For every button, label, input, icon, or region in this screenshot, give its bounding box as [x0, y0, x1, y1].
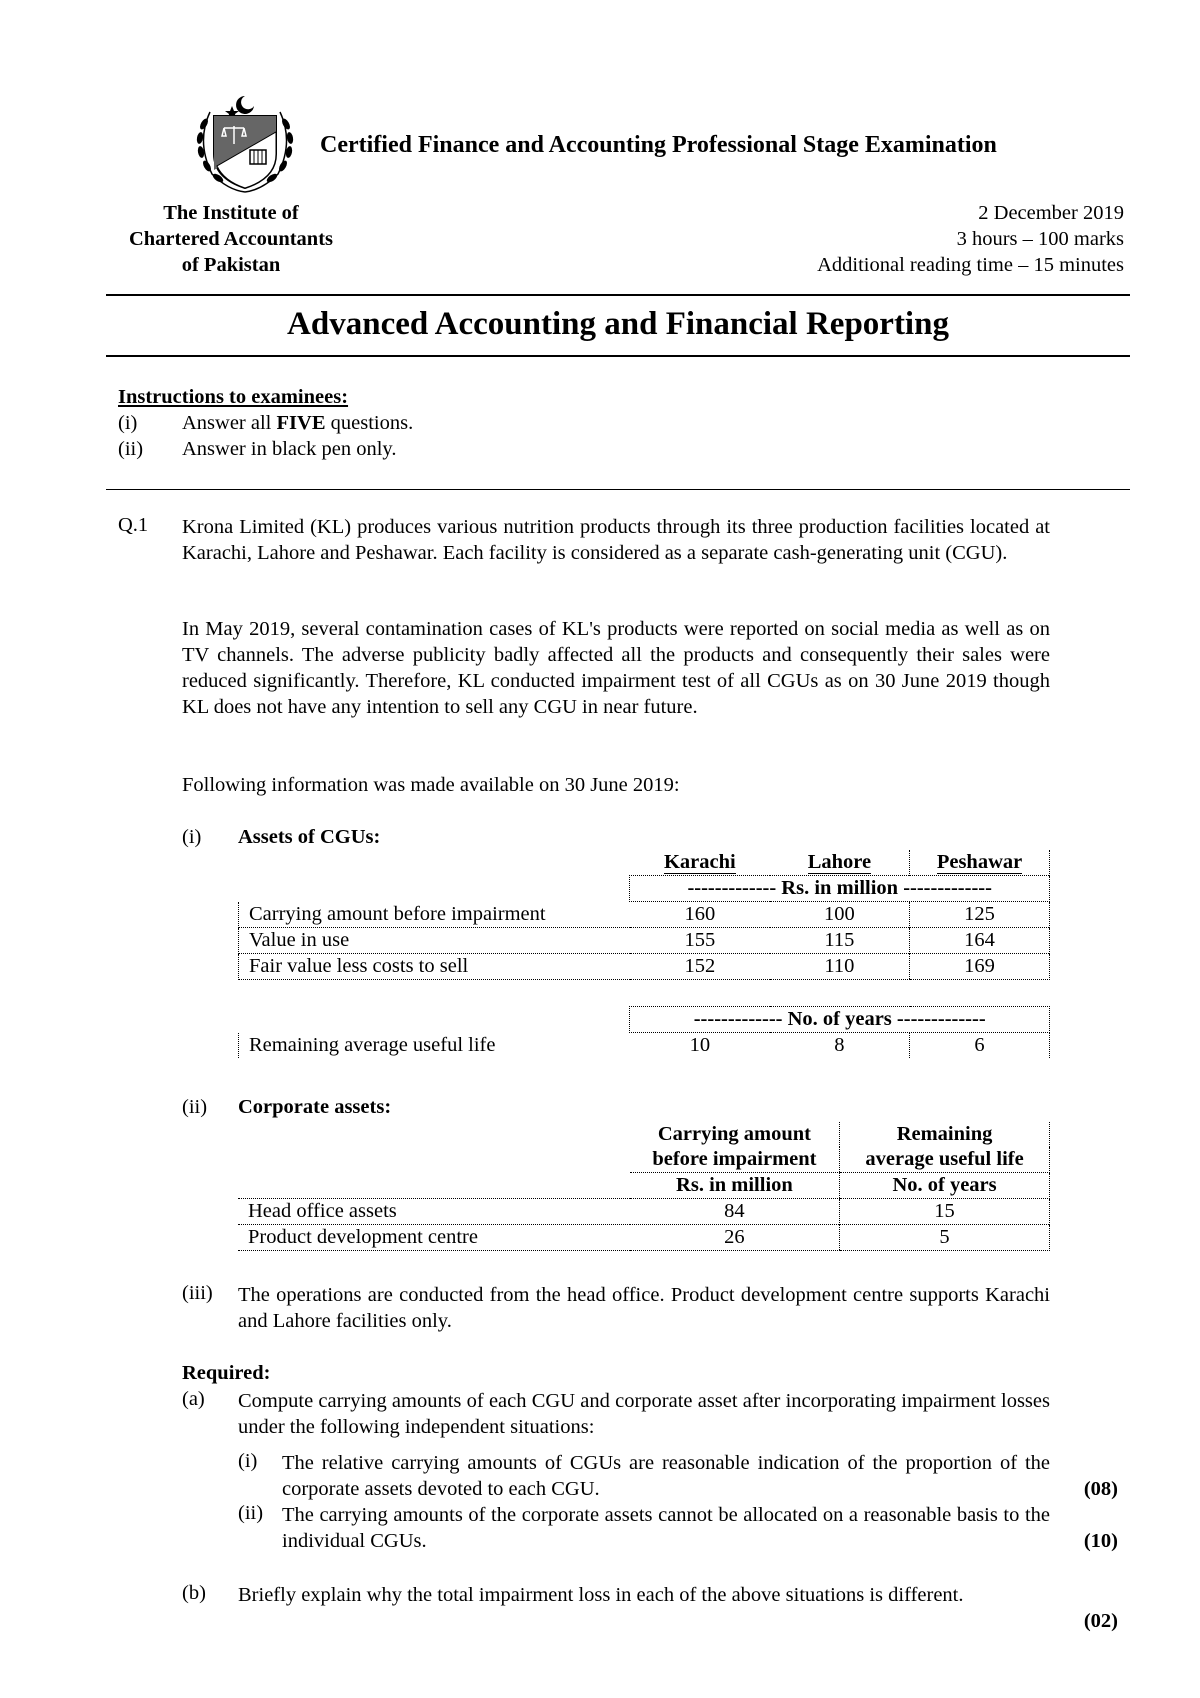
institute-name	[106, 200, 356, 278]
column-header: Carrying amount	[657, 1123, 811, 1145]
marks: (02)	[1083, 1610, 1118, 1632]
part-text: Briefly explain why the total impairment loss in each of the above situations is different.	[238, 1584, 964, 1606]
divider	[106, 489, 1130, 490]
column-header: Karachi	[663, 851, 736, 873]
table-cell: 164	[910, 928, 1050, 954]
table-cell: 84	[724, 1200, 745, 1222]
subpart-text: The relative carrying amounts of CGUs are reasonable indication of the proportion of the corporate assets devoted to each CGU.	[282, 1452, 1050, 1500]
subpart-number: (ii)	[238, 1502, 264, 1524]
marks: (10)	[1083, 1530, 1118, 1552]
instruction-num: (i)	[118, 412, 138, 434]
reading-time: Additional reading time – 15 minutes	[817, 254, 1124, 276]
table-row-label: Product development centre	[238, 1225, 630, 1251]
marks: (08)	[1083, 1478, 1118, 1500]
table-row-label: Fair value less costs to sell	[239, 954, 630, 980]
section-title: Corporate assets:	[238, 1096, 392, 1118]
table-cell: 125	[910, 902, 1050, 928]
table-cell: 10	[689, 1034, 711, 1056]
icap-crest-icon	[188, 92, 302, 196]
table-cell: 160	[684, 903, 716, 925]
exam-details	[817, 200, 1124, 278]
table-cell: 15	[840, 1199, 1050, 1225]
section-number: (ii)	[182, 1096, 208, 1118]
part-text: Compute carrying amounts of each CGU and corporate asset after incorporating impairment losses under the following independent situations:	[238, 1390, 1050, 1438]
table-row-label: Carrying amount before impairment	[239, 902, 630, 928]
table-cell: 26	[630, 1225, 840, 1251]
column-header: average useful life	[840, 1147, 1050, 1173]
q1-paragraph: Krona Limited (KL) produces various nutrition products through its three production facilities located at Karachi, Lahore and Peshawar. Each facility is considered as a separate cash-generating unit (CGU).	[182, 516, 1050, 564]
subpart-number: (i)	[238, 1450, 258, 1472]
institute-name-line: Chartered Accountants	[128, 228, 334, 250]
table-cell: 8	[834, 1034, 845, 1056]
table-cell: 169	[910, 954, 1050, 980]
table-cell: 110	[770, 954, 910, 980]
institute-name-line: of Pakistan	[181, 254, 281, 276]
question-number: Q.1	[118, 514, 149, 536]
table-row-label: Head office assets	[238, 1199, 630, 1225]
column-header: Lahore	[807, 851, 872, 873]
part-number: (a)	[182, 1388, 205, 1410]
column-header: Peshawar	[910, 850, 1050, 876]
section-number: (i)	[182, 826, 202, 848]
required-heading: Required:	[182, 1362, 271, 1384]
unit-row: ------------- No. of years -------------	[630, 1007, 1050, 1033]
institute-logo	[188, 92, 302, 196]
table-cell: 152	[630, 954, 770, 980]
table-cell: 155	[630, 928, 770, 954]
divider	[106, 355, 1130, 357]
table-cell: 6	[910, 1033, 1050, 1059]
instruction-item: (ii) Answer in black pen only.	[118, 438, 397, 460]
table-row-label: Remaining average useful life	[239, 1033, 630, 1059]
instruction-item: (i) Answer all FIVE questions.	[118, 412, 414, 434]
column-header: before impairment	[630, 1147, 840, 1173]
table-cell: 115	[770, 928, 910, 954]
part-number: (b)	[182, 1582, 206, 1604]
table-cell: 100	[824, 903, 855, 925]
section-text: The operations are conducted from the head office. Product development centre supports Karachi and Lahore facilities only.	[238, 1284, 1050, 1332]
section-number: (iii)	[182, 1282, 213, 1304]
table-row-label: Value in use	[239, 928, 630, 954]
unit-cell: No. of years	[840, 1173, 1050, 1199]
unit-row: ------------- Rs. in million -------------	[630, 876, 1050, 902]
institute-name-line: The Institute of	[163, 202, 299, 224]
divider	[106, 294, 1130, 296]
exam-duration: 3 hours – 100 marks	[956, 228, 1124, 250]
subpart-text: The carrying amounts of the corporate assets cannot be allocated on a reasonable basis to the individual CGUs.	[282, 1504, 1050, 1552]
unit-cell: Rs. in million	[630, 1173, 840, 1199]
instructions-heading: Instructions to examinees:	[118, 386, 349, 408]
table-cell: 5	[840, 1225, 1050, 1251]
section-title: Assets of CGUs:	[238, 826, 381, 848]
q1-paragraph: Following information was made available on 30 June 2019:	[182, 774, 680, 796]
paper-title: Advanced Accounting and Financial Reporting	[287, 306, 949, 342]
q1-paragraph: In May 2019, several contamination cases of KL's products were reported on social media as well as on TV channels. The adverse publicity badly affected all the products and consequently their sales were reduced significantly. Therefore, KL conducted impairment test of all CGUs as on 30 June 2019 though KL does not have any intention to sell any CGU in near future.	[182, 618, 1050, 718]
cgu-assets-table	[238, 850, 1050, 1058]
column-header: Remaining	[840, 1122, 1050, 1147]
instruction-num: (ii)	[118, 438, 144, 460]
exam-title: Certified Finance and Accounting Professional Stage Examination	[320, 132, 997, 158]
corporate-assets-table	[238, 1122, 1050, 1251]
exam-date: 2 December 2019	[978, 202, 1124, 224]
